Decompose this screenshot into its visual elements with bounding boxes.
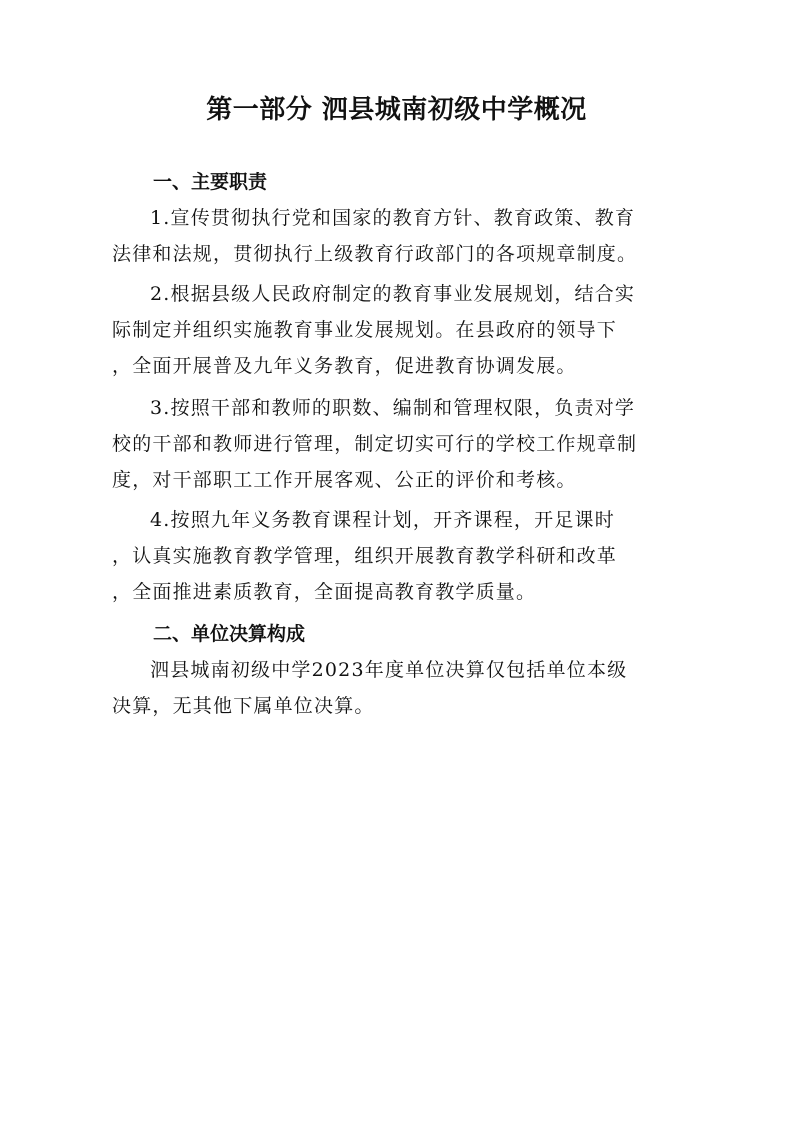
duty-item-1 <box>112 200 682 272</box>
page-title: 第一部分 泗县城南初级中学概况 <box>206 95 587 125</box>
paragraph-line: 法律和法规，贯彻执行上级教育行政部门的各项规章制度。 <box>112 243 638 265</box>
paragraph-line: 决算，无其他下属单位决算。 <box>112 695 375 717</box>
paragraph-line: ，全面开展普及九年义务教育，促进教育协调发展。 <box>112 355 577 377</box>
duty-item-3 <box>112 390 682 498</box>
paragraph-line: 2.根据县级人民政府制定的教育事业发展规划，结合实 <box>150 283 636 305</box>
paragraph-line: ，全面推进素质教育，全面提高教育教学质量。 <box>112 581 537 603</box>
paragraph-line: 际制定并组织实施教育事业发展规划。在县政府的领导下 <box>112 319 618 341</box>
duty-item-4 <box>112 502 682 610</box>
paragraph-line: ，认真实施教育教学管理，组织开展教育教学科研和改革 <box>112 545 618 567</box>
section-heading-composition: 二、单位决算构成 <box>153 623 306 645</box>
paragraph-line: 3.按照干部和教师的职数、编制和管理权限，负责对学 <box>150 397 636 419</box>
paragraph-line: 4.按照九年义务教育课程计划，开齐课程，开足课时 <box>150 509 615 531</box>
paragraph-line: 泗县城南初级中学2023年度单位决算仅包括单位本级 <box>150 659 628 681</box>
paragraph-line: 校的干部和教师进行管理，制定切实可行的学校工作规章制 <box>112 433 638 455</box>
duty-item-2 <box>112 276 682 384</box>
paragraph-line: 1.宣传贯彻执行党和国家的教育方针、教育政策、教育 <box>150 207 636 229</box>
paragraph-line: 度，对干部职工工作开展客观、公正的评价和考核。 <box>112 469 577 491</box>
section-heading-duties: 一、主要职责 <box>153 171 268 193</box>
composition-paragraph <box>112 652 682 724</box>
